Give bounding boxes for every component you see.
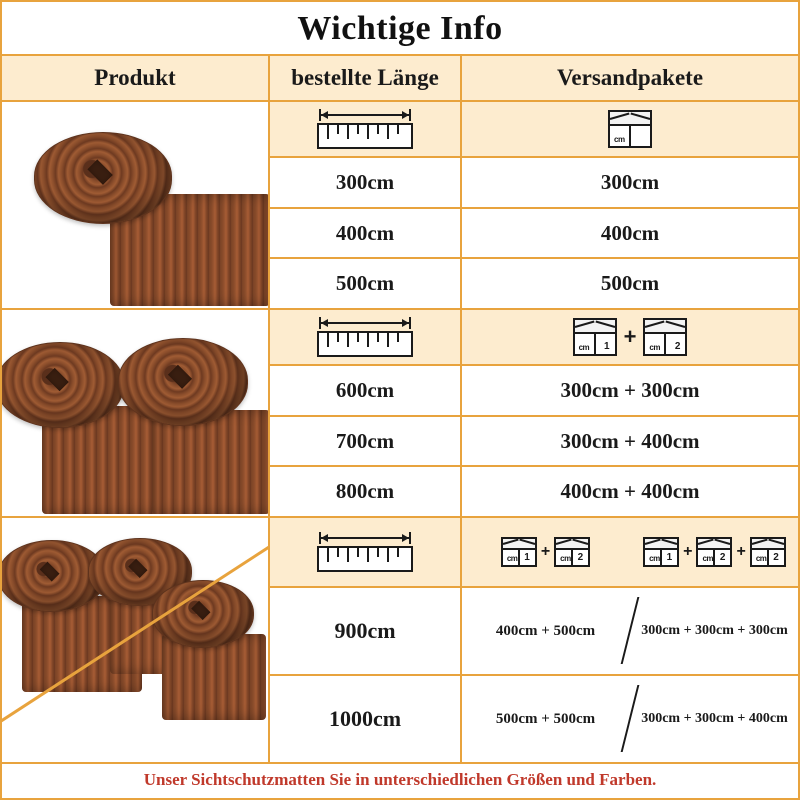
ruler-icon-cell-3 <box>270 518 460 588</box>
footer-note: Unser Sichtschutzmatten Sie in unterschiedlichen Größen und Farben. <box>2 764 798 798</box>
ruler-icon <box>317 317 413 357</box>
length-value: 500cm <box>270 259 460 308</box>
product-image-single-roll <box>2 102 270 308</box>
mat-roll <box>34 132 172 224</box>
package-option-a: 400cm + 500cm <box>495 622 596 639</box>
box-icon-split <box>462 537 798 568</box>
ruler-icon <box>317 532 413 572</box>
package-value: 300cm <box>462 158 798 209</box>
box-group <box>608 110 652 148</box>
length-value: 600cm <box>270 366 460 417</box>
box-label: cm <box>560 554 571 564</box>
mat-scene <box>2 102 268 308</box>
length-value: 300cm <box>270 158 460 209</box>
product-image-triple-roll <box>2 518 270 762</box>
package-option-a: 500cm + 500cm <box>495 710 596 727</box>
package-value-row <box>462 676 798 762</box>
package-value: 400cm + 400cm <box>462 467 798 516</box>
ruler-icon-cell-1 <box>270 102 460 158</box>
box-number: 2 <box>674 340 681 352</box>
package-value: 500cm <box>462 259 798 308</box>
table-group-2 <box>2 310 798 518</box>
box-label: cm <box>506 554 518 564</box>
package-value: 400cm <box>462 209 798 260</box>
package-option-b: 300cm + 300cm + 400cm <box>641 711 788 726</box>
shipping-box-icon <box>696 537 732 568</box>
package-value: 300cm + 400cm <box>462 417 798 468</box>
length-value: 800cm <box>270 467 460 516</box>
plus-sign: + <box>540 543 551 560</box>
table-group-1 <box>2 102 798 310</box>
length-value: 1000cm <box>270 676 460 762</box>
box-group-right <box>631 537 798 568</box>
packages-column-3 <box>462 518 798 762</box>
box-number: 1 <box>666 552 673 564</box>
mat-roll <box>118 338 248 426</box>
box-icon-cell-1 <box>462 102 798 158</box>
page-title: Wichtige Info <box>297 10 503 47</box>
ruler-icon-cell-2 <box>270 310 460 366</box>
plus-sign: + <box>683 543 693 560</box>
header-packages: Versandpakete <box>556 65 704 90</box>
box-label: cm <box>614 134 625 144</box>
table-group-3 <box>2 518 798 764</box>
length-column-2 <box>270 310 462 516</box>
box-number: 1 <box>604 340 610 352</box>
product-image-double-roll <box>2 310 270 516</box>
info-table <box>2 54 798 764</box>
box-number: 2 <box>773 552 779 564</box>
mat-unrolled <box>152 410 270 514</box>
length-value: 900cm <box>270 588 460 676</box>
box-group-left <box>462 537 629 568</box>
box-number: 2 <box>577 552 584 564</box>
shipping-box-icon <box>750 537 786 568</box>
table-header-row <box>2 56 798 102</box>
box-label: cm <box>649 342 660 352</box>
box-label: cm <box>702 554 714 564</box>
shipping-box-icon <box>554 537 590 568</box>
package-value: 300cm + 300cm <box>462 366 798 417</box>
plus-sign: + <box>623 324 637 349</box>
header-product: Produkt <box>2 56 270 100</box>
length-value: 700cm <box>270 417 460 468</box>
box-label: cm <box>649 554 660 564</box>
plus-sign: + <box>736 543 746 560</box>
box-icon-cell-3 <box>462 518 798 588</box>
ruler-icon <box>317 109 413 149</box>
package-option-b: 300cm + 300cm + 300cm <box>641 623 788 638</box>
packages-column-2 <box>462 310 798 516</box>
shipping-box-icon <box>643 537 679 568</box>
mat-roll <box>2 342 124 428</box>
length-column-1 <box>270 102 462 308</box>
packages-column-1 <box>462 102 798 308</box>
box-group <box>573 318 688 356</box>
shipping-box-icon <box>573 318 617 356</box>
box-label: cm <box>578 342 590 352</box>
shipping-box-icon <box>643 318 687 356</box>
package-value-row <box>462 588 798 676</box>
mat-scene <box>2 310 268 516</box>
header-length: bestellte Länge <box>270 56 462 100</box>
shipping-box-icon <box>608 110 652 148</box>
mat-scene <box>2 518 268 762</box>
box-label: cm <box>755 554 767 564</box>
box-number: 2 <box>719 552 726 564</box>
box-icon-cell-2 <box>462 310 798 366</box>
shipping-box-icon <box>501 537 537 568</box>
length-column-3 <box>270 518 462 762</box>
length-value: 400cm <box>270 209 460 260</box>
box-number: 1 <box>524 552 530 564</box>
